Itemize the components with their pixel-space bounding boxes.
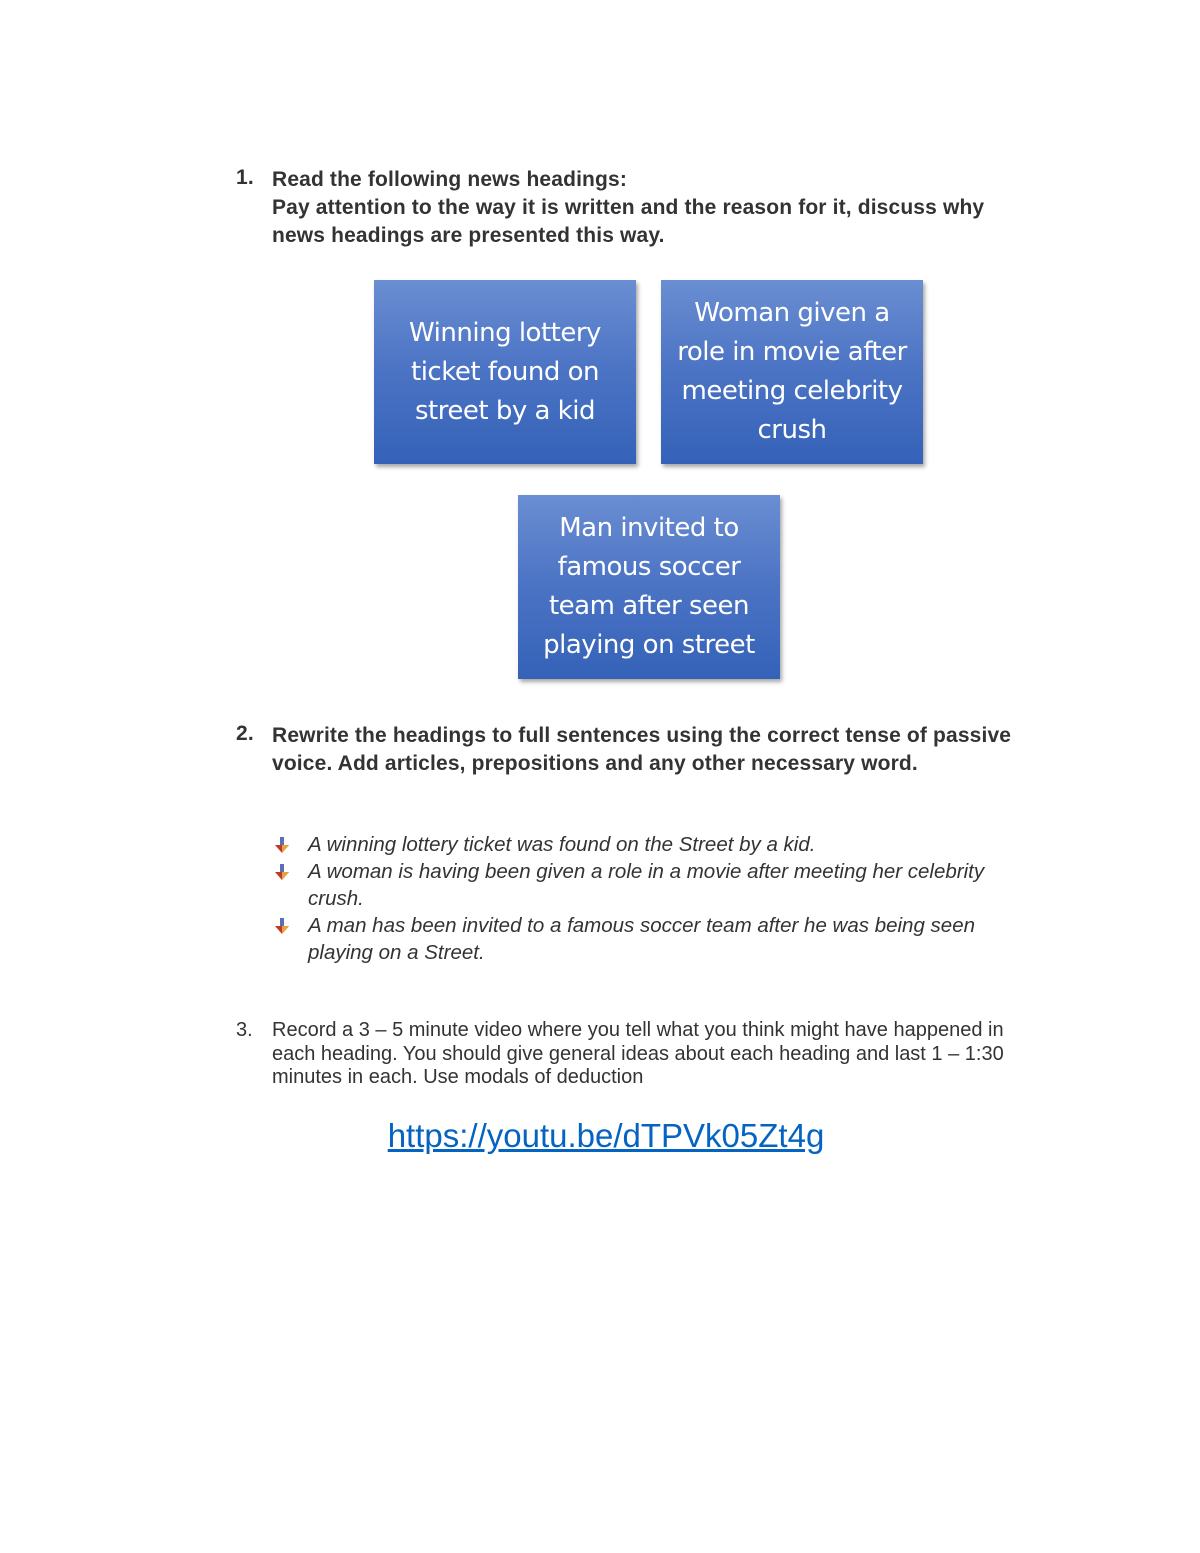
instruction-line: Read the following news headings: [272, 168, 627, 191]
answer-text: A winning lottery ticket was found on the Street by a kid. [308, 833, 816, 856]
arrow-down-icon [275, 837, 289, 853]
arrow-down-icon [275, 864, 289, 880]
instruction-text: Record a 3 – 5 minute video where you tell what you think might have happened in each heading. You should give general ideas about each heading and last 1 – 1:30 minutes in each. Use modals of deduction [272, 1019, 1004, 1088]
instruction-text [272, 166, 1032, 250]
answer-text: A woman is having been given a role in a movie after meeting her celebrity crush. [308, 860, 985, 910]
item-number: 2. [236, 722, 254, 745]
item-number: 3. [236, 1019, 253, 1041]
answer-list [272, 831, 1032, 966]
instruction-text: Rewrite the headings to full sentences using the correct tense of passive voice. Add articles, prepositions and any other necessary word. [272, 724, 1012, 775]
headline-box: Man invited to famous soccer team after seen playing on street [518, 495, 780, 679]
headline-box: Woman given a role in movie after meeting celebrity crush [661, 280, 923, 464]
arrow-down-icon [275, 918, 289, 934]
instruction-line: Pay attention to the way it is written and the reason for it, discuss why news headings are presented this way. [272, 196, 985, 247]
answer-item [272, 912, 1032, 966]
video-link[interactable]: https://youtu.be/dTPVk05Zt4g [387, 1117, 825, 1154]
answer-item [272, 831, 1032, 858]
headline-box: Winning lottery ticket found on street by a kid [374, 280, 636, 464]
item-number: 1. [236, 166, 254, 189]
answer-text: A man has been invited to a famous soccer team after he was being seen playing on a Street. [308, 914, 976, 964]
answer-item [272, 858, 1032, 912]
